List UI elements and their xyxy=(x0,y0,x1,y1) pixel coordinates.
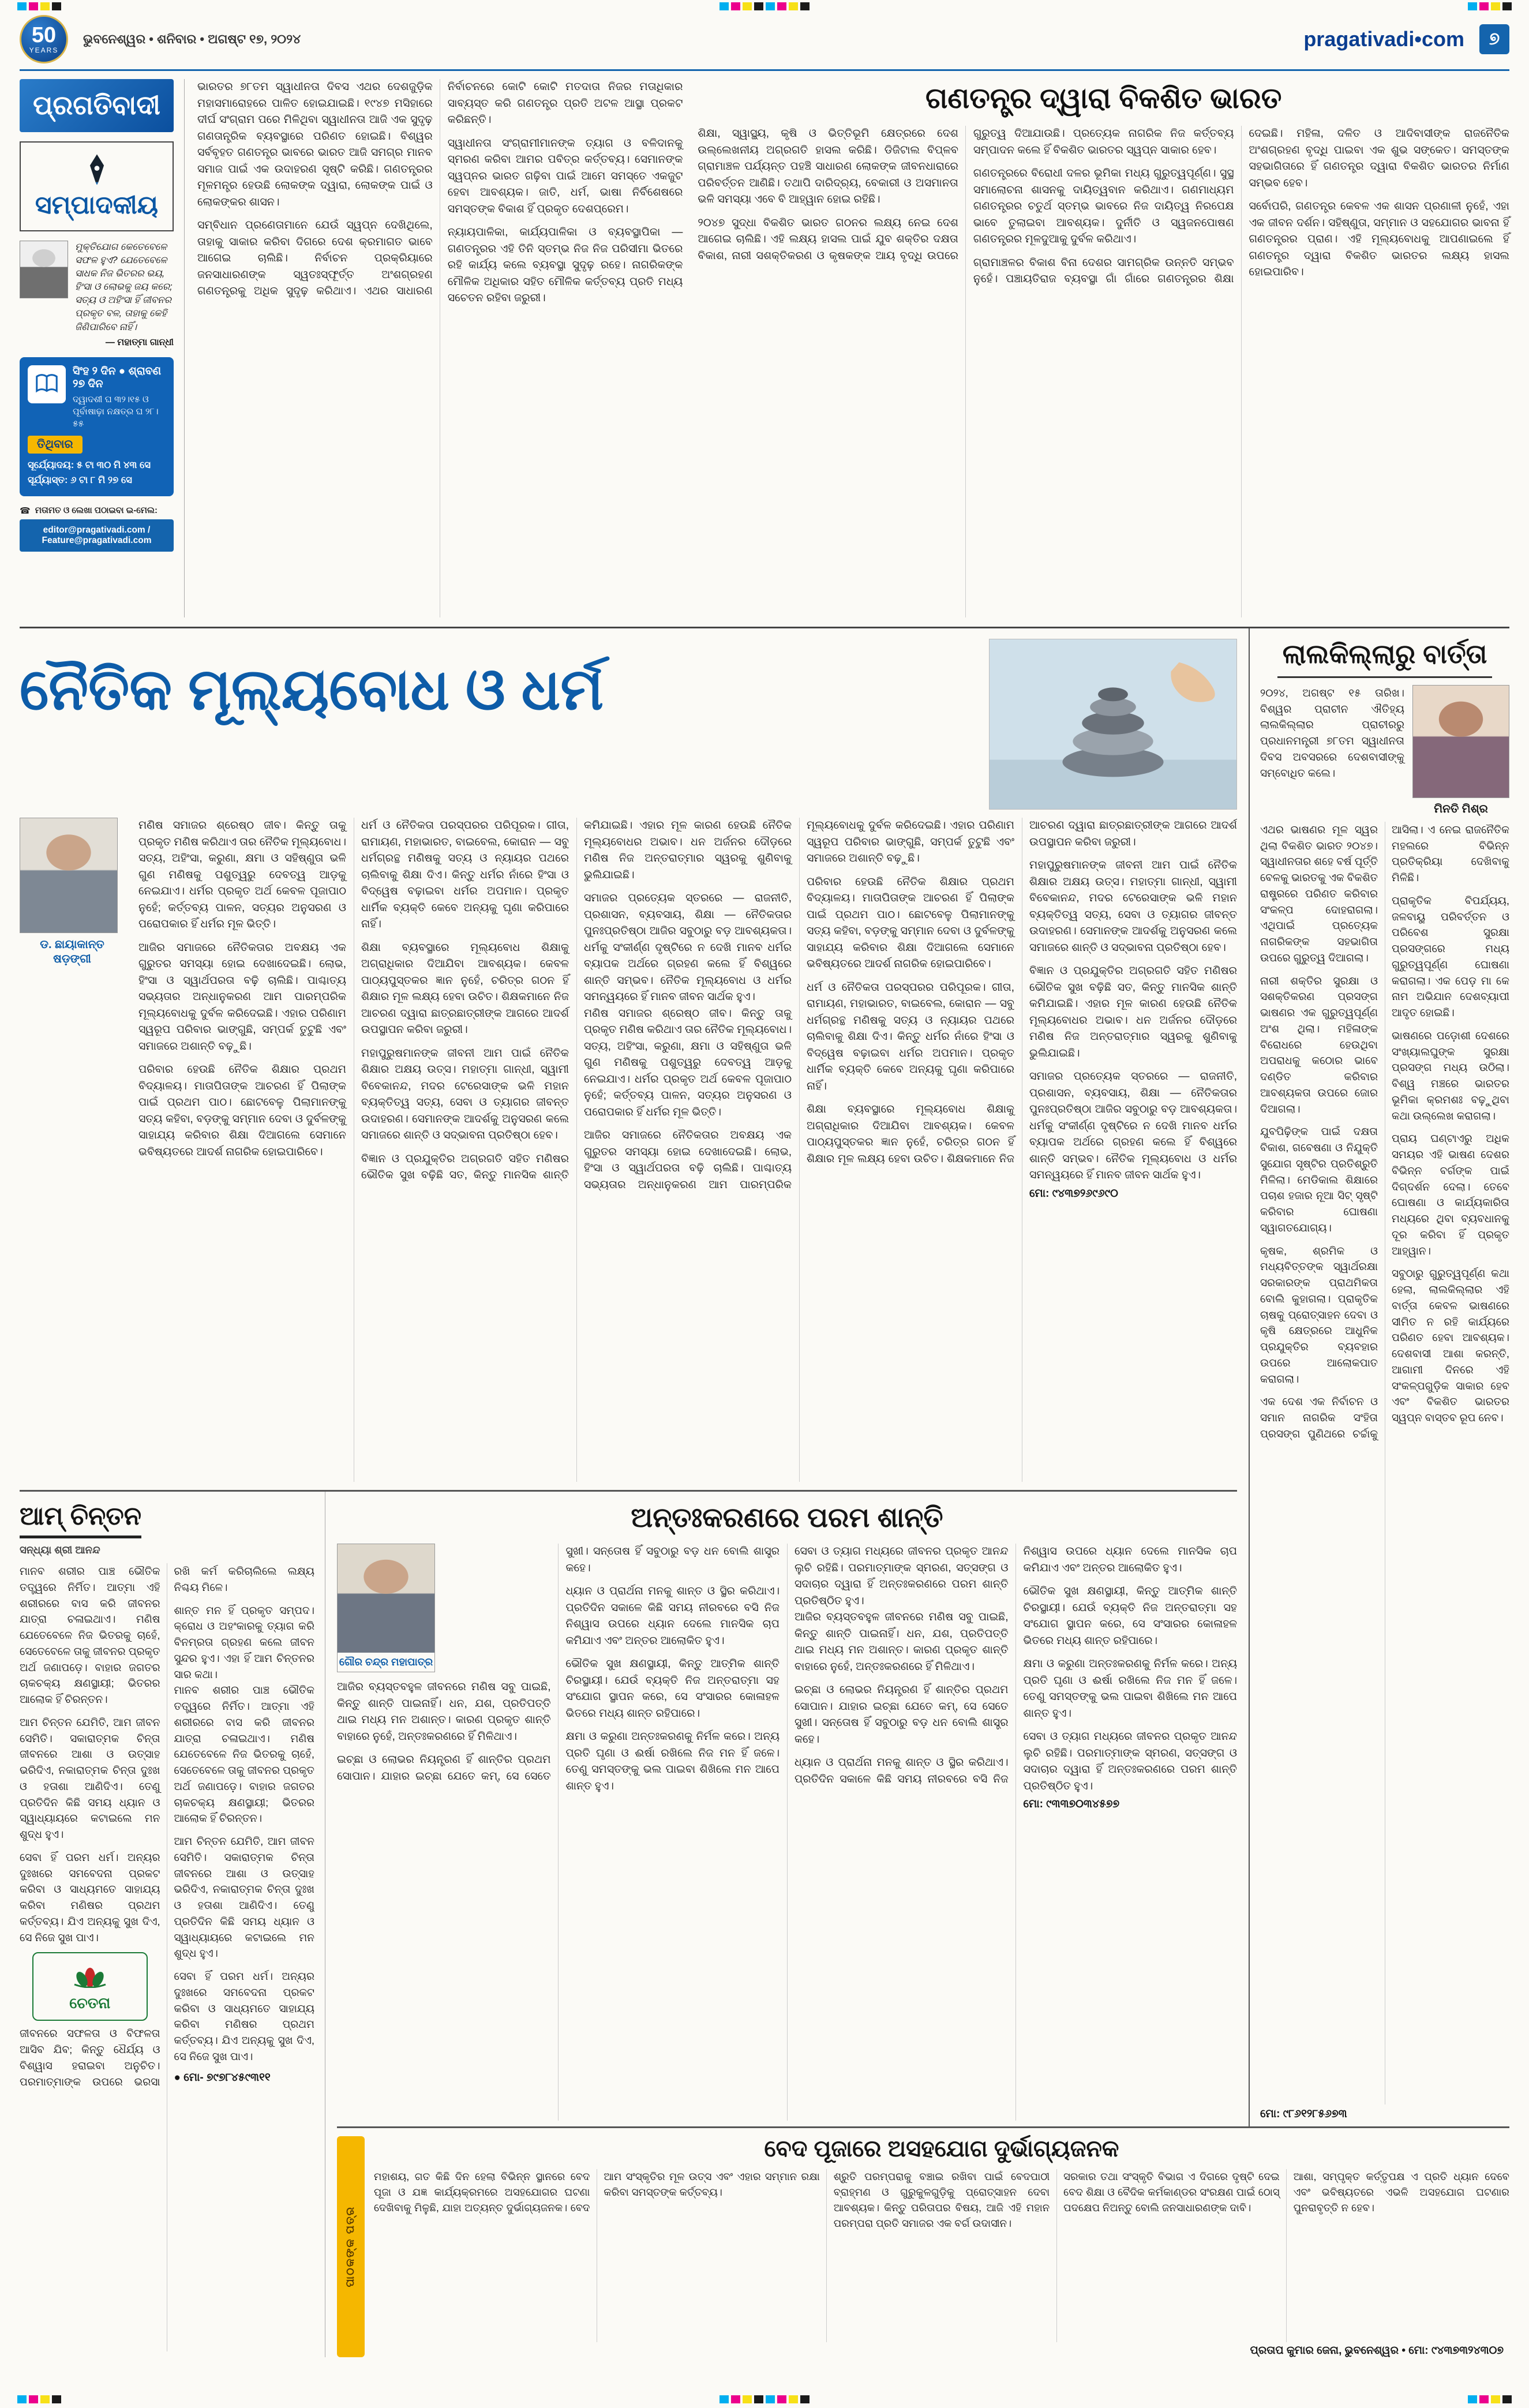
paragraph: ମାନବ ଶରୀର ପାଞ୍ଚ ଭୌତିକ ତତ୍ତ୍ୱରେ ନିର୍ମିତ। ଆତ୍ମା ଏହି ଶରୀରରେ ବାସ କରି ଜୀବନର ଯାତ୍ରା ଚଳାଇଥାଏ। ମଣିଷ ଯେତେବେଳେ ନିଜ ଭିତରକୁ ଚାହେଁ, ସେତେବେଳେ ତାକୁ ଜୀବନର ପ୍ରକୃତ ଅର୍ଥ ଜଣାପଡ଼େ। ବାହାର ଜଗତର ଚାକଚକ୍ୟ କ୍ଷଣସ୍ଥାୟୀ; ଭିତରର ଆଲୋକ ହିଁ ଚିରନ୍ତନ। xyxy=(20,1565,160,1705)
article-red-fort-body xyxy=(1260,822,1509,2104)
sunrise-time: ସୂର୍ଯ୍ୟୋଦୟ: ୫ ଟା ୩୦ ମି ୪୩ ସେ xyxy=(28,460,151,471)
paragraph: ଧ୍ୟାନ ଓ ପ୍ରାର୍ଥନା ମନକୁ ଶାନ୍ତ ଓ ସ୍ଥିର କରିଥାଏ। ପ୍ରତିଦିନ ସକାଳେ କିଛି ସମୟ ନୀରବରେ ବସି ନିଜ ନିଶ୍ୱାସ ଉପରେ ଧ୍ୟାନ ଦେଲେ ମାନସିକ ଚାପ କମିଯାଏ ଏବଂ ଅନ୍ତର ଆଲୋକିତ ହୁଏ। xyxy=(795,1545,1237,1785)
paragraph: ଏଥର ଭାଷଣର ମୂଳ ସ୍ୱର ଥିଲା ବିକଶିତ ଭାରତ ୨୦୪୭। ସ୍ୱାଧୀନତାର ଶହେ ବର୍ଷ ପୂର୍ତ୍ତି ବେଳକୁ ଭାରତକୁ ଏକ ବିକଶିତ ରାଷ୍ଟ୍ରରେ ପରିଣତ କରିବାର ସଂକଳ୍ପ ଦୋହରାଗଲା। ଏଥିପାଇଁ ପ୍ରତ୍ୟେକ ନାଗରିକଙ୍କ ସହଭାଗିତା ଉପରେ ଗୁରୁତ୍ୱ ଦିଆଗଲା। xyxy=(1260,823,1378,964)
anniversary-number: 50 xyxy=(31,23,57,47)
paragraph: ପ୍ରାୟ ଘଣ୍ଟାଏରୁ ଅଧିକ ସମୟର ଏହି ଭାଷଣ ଦେଶର ବିଭିନ୍ନ ବର୍ଗଙ୍କ ପାଇଁ ଦିଗ୍‌ଦର୍ଶନ ଦେଲା। ତେବେ ଘୋଷଣା ଓ କାର୍ଯ୍ୟକାରିତା ମଧ୍ୟରେ ଥିବା ବ୍ୟବଧାନକୁ ଦୂର କରିବା ହିଁ ପ୍ରକୃତ ଆହ୍ୱାନ। xyxy=(1392,1132,1509,1257)
chetana-logo-box xyxy=(32,1952,148,2021)
article-aam-chintan-body xyxy=(20,1563,314,2351)
paragraph: ଶିକ୍ଷା, ସ୍ୱାସ୍ଥ୍ୟ, କୃଷି ଓ ଭିତ୍ତିଭୂମି କ୍ଷେତ୍ରରେ ଦେଶ ଉଲ୍ଲେଖନୀୟ ଅଗ୍ରଗତି ହାସଲ କରିଛି। ଡିଜିଟାଲ ବିପ୍ଳବ ଗ୍ରାମାଞ୍ଚଳ ପର୍ଯ୍ୟନ୍ତ ପହଞ୍ଚି ସାଧାରଣ ଲୋକଙ୍କ ଜୀବନଧାରାରେ ପରିବର୍ତ୍ତନ ଆଣିଛି। ତଥାପି ଦାରିଦ୍ର୍ୟ, ବେକାରୀ ଓ ଅସମାନତା ଭଳି ସମସ୍ୟା ଏବେ ବି ଆହ୍ୱାନ ହୋଇ ରହିଛି। xyxy=(698,128,958,205)
letter-signature: ପ୍ରତାପ କୁମାର ଜେନା, ଭୁବନେଶ୍ୱର • ମୋ: ୯୪୩୭୩୨୪୩୦୭ xyxy=(1250,2345,1504,2357)
paragraph: ଆଜିର ବ୍ୟସ୍ତବହୁଳ ଜୀବନରେ ମଣିଷ ସବୁ ପାଇଛି, କିନ୍ତୁ ଶାନ୍ତି ପାଇନାହିଁ। ଧନ, ଯଶ, ପ୍ରତିପତ୍ତି ଥାଇ ମଧ୍ୟ ମନ ଅଶାନ୍ତ। କାରଣ ପ୍ରକୃତ ଶାନ୍ତି ବାହାରେ ନୁହେଁ, ଅନ୍ତଃକରଣରେ ହିଁ ମିଳିଥାଏ। xyxy=(795,1611,1009,1673)
page-number-badge: ୭ xyxy=(1479,24,1509,54)
paragraph: ଆମ ଚିନ୍ତନ ଯେମିତି, ଆମ ଜୀବନ ସେମିତି। ସକାରାତ୍ମକ ଚିନ୍ତା ଜୀବନରେ ଆଶା ଓ ଉତ୍ସାହ ଭରିଦିଏ, ନକାରାତ୍ମକ ଚିନ୍ତା ଦୁଃଖ ଓ ହତାଶା ଆଣିଦିଏ। ତେଣୁ ପ୍ରତିଦିନ କିଛି ସମୟ ଧ୍ୟାନ ଓ ସ୍ୱାଧ୍ୟାୟରେ କଟାଇଲେ ମନ ଶୁଦ୍ଧ ହୁଏ। xyxy=(20,1716,160,1840)
feature-author-phone: ମୋ: ୯୪୩୭୨୬୯୬୯୦ xyxy=(1029,1187,1118,1200)
article-moral-values-body xyxy=(138,818,1237,1482)
tithi-label: ତିଥିବାର xyxy=(28,436,83,454)
feature-author-block xyxy=(20,818,125,1482)
paragraph: ଭୌତିକ ସୁଖ କ୍ଷଣସ୍ଥାୟୀ, କିନ୍ତୁ ଆତ୍ମିକ ଶାନ୍ତି ଚିରସ୍ଥାୟୀ। ଯେଉଁ ବ୍ୟକ୍ତି ନିଜ ଅନ୍ତରାତ୍ମା ସହ ସଂଯୋଗ ସ୍ଥାପନ କରେ, ସେ ସଂସାରର କୋଳାହଳ ଭିତରେ ମଧ୍ୟ ଶାନ୍ତ ରହିପାରେ। xyxy=(565,1658,780,1720)
paragraph: ଭୌତିକ ସୁଖ କ୍ଷଣସ୍ଥାୟୀ, କିନ୍ତୁ ଆତ୍ମିକ ଶାନ୍ତି ଚିରସ୍ଥାୟୀ। ଯେଉଁ ବ୍ୟକ୍ତି ନିଜ ଅନ୍ତରାତ୍ମା ସହ ସଂଯୋଗ ସ୍ଥାପନ କରେ, ସେ ସଂସାରର କୋଳାହଳ ଭିତରେ ମଧ୍ୟ ଶାନ୍ତ ରହିପାରେ। xyxy=(1023,1585,1237,1647)
paragraph: ଗଣତନ୍ତ୍ରରେ ବିରୋଧୀ ଦଳର ଭୂମିକା ମଧ୍ୟ ଗୁରୁତ୍ୱପୂର୍ଣ୍ଣ। ସୁସ୍ଥ ସମାଲୋଚନା ଶାସନକୁ ଦାୟିତ୍ୱବାନ କରିଥାଏ। ଗଣମାଧ୍ୟମ ଗଣତନ୍ତ୍ରର ଚତୁର୍ଥ ସ୍ତମ୍ଭ ଭାବରେ ନିଜ ଦାୟିତ୍ୱ ନିରପେକ୍ଷ ଭାବେ ତୁଲାଇବା ଆବଶ୍ୟକ। ଦୁର୍ନୀତି ଓ ସ୍ୱଜନପୋଷଣ ଗଣତନ୍ତ୍ରର ମୂଳଦୁଆକୁ ଦୁର୍ବଳ କରିଥାଏ। xyxy=(973,167,1234,245)
paragraph: ଆଜିର ସମାଜରେ ନୈତିକତାର ଅବକ୍ଷୟ ଏକ ଗୁରୁତର ସମସ୍ୟା ହୋଇ ଦେଖାଦେଇଛି। ଲୋଭ, ହିଂସା ଓ ସ୍ୱାର୍ଥପରତା ବଢ଼ି ଚାଲିଛି। ପାଶ୍ଚାତ୍ୟ ସଭ୍ୟତାର ଅନ୍ଧାନୁକରଣ ଆମ ପାରମ୍ପରିକ ମୂଲ୍ୟବୋଧକୁ ଦୁର୍ବଳ କରିଦେଇଛି। ଏହାର ପରିଣାମ ସ୍ୱରୂପ ପରିବାର ଭାଙ୍ଗୁଛି, ସମ୍ପର୍କ ତୁଟୁଛି ଏବଂ ସମାଜରେ ଅଶାନ୍ତି ବଢ଼ୁଛି। xyxy=(584,819,1014,1191)
paragraph: ସେବା ହିଁ ପରମ ଧର୍ମ। ଅନ୍ୟର ଦୁଃଖରେ ସମବେଦନା ପ୍ରକଟ କରିବା ଓ ସାଧ୍ୟମତେ ସାହାଯ୍ୟ କରିବା ମଣିଷର ପ୍ରଥମ କର୍ତ୍ତବ୍ୟ। ଯିଏ ଅନ୍ୟକୁ ସୁଖ ଦିଏ, ସେ ନିଜେ ସୁଖ ପାଏ। xyxy=(174,1970,314,2062)
registration-marks-bottom xyxy=(17,2395,1512,2403)
article-inner-peace-body xyxy=(337,1544,1237,2121)
registration-marks-top xyxy=(17,2,1512,10)
article-inner-peace xyxy=(337,1492,1237,2126)
paragraph: ବିଜ୍ଞାନ ଓ ପ୍ରଯୁକ୍ତିର ଅଗ୍ରଗତି ସହିତ ମଣିଷର ଭୌତିକ ସୁଖ ବଢ଼ିଛି ସତ, କିନ୍ତୁ ମାନସିକ ଶାନ୍ତି କମିଯାଇଛି। ଏହାର ମୂଳ କାରଣ ହେଉଛି ନୈତିକ ମୂଲ୍ୟବୋଧର ଅଭାବ। ଧନ ଅର୍ଜନର ଦୌଡ଼ରେ ମଣିଷ ନିଜ ଅନ୍ତରାତ୍ମାର ସ୍ୱରକୁ ଶୁଣିବାକୁ ଭୁଲିଯାଇଛି। xyxy=(1029,965,1237,1059)
article-red-fort-headline: ଲାଲକିଲ୍ଲାରୁ ବାର୍ତ୍ତା xyxy=(1282,639,1487,669)
paragraph: ଶାନ୍ତ ମନ ହିଁ ପ୍ରକୃତ ସମ୍ପଦ। କ୍ରୋଧ ଓ ଅହଂକାରକୁ ତ୍ୟାଗ କରି ବିନମ୍ରତା ଗ୍ରହଣ କଲେ ଜୀବନ ସୁନ୍ଦର ହୁଏ। ଏହା ହିଁ ଆମ ଚିନ୍ତନର ସାର କଥା। xyxy=(174,1604,314,1680)
inner-peace-author-name: ଗୌର ଚନ୍ଦ୍ର ମହାପାତ୍ର xyxy=(339,1656,433,1668)
panchang-line2: ଦ୍ୱାଦଶୀ ଘ ୩୨।୧୫ ଓ ପୂର୍ବାଷାଢ଼ା ନକ୍ଷତ୍ର ଘ ୨୮।୫୫ xyxy=(73,394,159,429)
paragraph: ଭାଷଣରେ ପଡ଼ୋଶୀ ଦେଶରେ ସଂଖ୍ୟାଲଘୁଙ୍କ ସୁରକ୍ଷା ପ୍ରସଙ୍ଗ ମଧ୍ୟ ଉଠିଲା। ବିଶ୍ୱ ମଞ୍ଚରେ ଭାରତର ଭୂମିକା କ୍ରମଶଃ ବଢ଼ୁଥିବା କଥା ଉଲ୍ଲେଖ କରାଗଲା। xyxy=(1392,1029,1509,1122)
gandhi-photo xyxy=(20,241,68,298)
headline-rule xyxy=(1277,676,1492,678)
website-url[interactable]: pragativadi•com xyxy=(1303,27,1464,51)
panchang-line1: ସିଂହ ୨ ଦିନ ● ଶ୍ରାବଣ ୨୭ ଦିନ xyxy=(73,365,162,390)
lotus-icon xyxy=(70,1960,110,1988)
paragraph: ଧର୍ମ ଓ ନୈତିକତା ପରସ୍ପରର ପରିପୂରକ। ଗୀତା, ରାମାୟଣ, ମହାଭାରତ, ବାଇବେଲ, କୋରାନ — ସବୁ ଧର୍ମଗ୍ରନ୍ଥ ମଣିଷକୁ ସତ୍ୟ ଓ ନ୍ୟାୟର ପଥରେ ଚାଲିବାକୁ ଶିକ୍ଷା ଦିଏ। କିନ୍ତୁ ଧର୍ମର ନାଁରେ ହିଂସା ଓ ବିଦ୍ୱେଷ ବଢ଼ାଇବା ଧର୍ମର ଅପମାନ। ପ୍ରକୃତ ଧାର୍ମିକ ବ୍ୟକ୍ତି କେବେ ଅନ୍ୟକୁ ଘୃଣା କରିପାରେ ନାହିଁ। xyxy=(807,981,1014,1092)
letters-body xyxy=(374,2169,1509,2342)
paragraph: ସମାଜର ପ୍ରତ୍ୟେକ ସ୍ତରରେ — ରାଜନୀତି, ପ୍ରଶାସନ, ବ୍ୟବସାୟ, ଶିକ୍ଷା — ନୈତିକତାର ପୁନଃପ୍ରତିଷ୍ଠା ଆଜିର ସବୁଠାରୁ ବଡ଼ ଆବଶ୍ୟକତା। ଧର୍ମକୁ ସଂକୀର୍ଣ୍ଣ ଦୃଷ୍ଟିରେ ନ ଦେଖି ମାନବ ଧର୍ମର ବ୍ୟାପକ ଅର୍ଥରେ ଗ୍ରହଣ କଲେ ହିଁ ବିଶ୍ୱରେ ଶାନ୍ତି ସମ୍ଭବ। ନୈତିକ ମୂଲ୍ୟବୋଧ ଓ ଧର୍ମର ସମନ୍ୱୟରେ ହିଁ ମାନବ ଜୀବନ ସାର୍ଥକ ହୁଏ। xyxy=(584,892,792,1003)
paragraph: ସେବା ଓ ତ୍ୟାଗ ମଧ୍ୟରେ ଜୀବନର ପ୍ରକୃତ ଆନନ୍ଦ ଲୁଚି ରହିଛି। ପରମାତ୍ମାଙ୍କ ସ୍ମରଣ, ସତ୍ସଙ୍ଗ ଓ ସଦାଚାର ଦ୍ୱାରା ହିଁ ଅନ୍ତଃକରଣରେ ପରମ ଶାନ୍ତି ପ୍ରତିଷ୍ଠିତ ହୁଏ। xyxy=(795,1545,1009,1607)
dateline: ଭୁବନେଶ୍ୱର • ଶନିବାର • ଅଗଷ୍ଟ ୧୭, ୨୦୨୪ xyxy=(83,32,301,46)
article-moral-values xyxy=(20,628,1237,1492)
masthead: ପ୍ରଗତିବାଦୀ xyxy=(20,79,174,132)
paragraph: ମହାପୁରୁଷମାନଙ୍କ ଜୀବନୀ ଆମ ପାଇଁ ନୈତିକ ଶିକ୍ଷାର ଅକ୍ଷୟ ଉତ୍ସ। ମହାତ୍ମା ଗାନ୍ଧୀ, ସ୍ୱାମୀ ବିବେକାନନ୍ଦ, ମଦର ଟେରେସାଙ୍କ ଭଳି ମହାନ ବ୍ୟକ୍ତିତ୍ୱ ସତ୍ୟ, ସେବା ଓ ତ୍ୟାଗର ଜୀବନ୍ତ ଉଦାହରଣ। ସେମାନଙ୍କ ଆଦର୍ଶକୁ ଅନୁସରଣ କଲେ ସମାଜରେ ଶାନ୍ତି ଓ ସଦ୍ଭାବନା ପ୍ରତିଷ୍ଠା ହେବ। xyxy=(361,1047,569,1141)
article-democracy-body xyxy=(698,126,1509,617)
paragraph: ଇଚ୍ଛା ଓ ଲୋଭର ନିୟନ୍ତ୍ରଣ ହିଁ ଶାନ୍ତିର ପ୍ରଥମ ସୋପାନ। ଯାହାର ଇଚ୍ଛା ଯେତେ କମ୍, ସେ ସେତେ ସୁଖୀ। ସନ୍ତୋଷ ହିଁ ସବୁଠାରୁ ବଡ଼ ଧନ ବୋଲି ଶାସ୍ତ୍ର କହେ। xyxy=(337,1545,780,1782)
paragraph: ଶ୍ରୁତି ପରମ୍ପରାକୁ ବଞ୍ଚାଇ ରଖିବା ପାଇଁ ବେଦପାଠୀ ବ୍ରାହ୍ମଣ ଓ ଗୁରୁକୁଳଗୁଡ଼ିକୁ ପ୍ରୋତ୍ସାହନ ଦେବା ଆବଶ୍ୟକ। କିନ୍ତୁ ପରିତାପର ବିଷୟ, ଆଜି ଏହି ମହାନ ପରମ୍ପରା ପ୍ରତି ସମାଜର ଏକ ବର୍ଗ ଉଦାସୀନ। xyxy=(833,2171,1050,2229)
paragraph: ଆଜିର ସମାଜରେ ନୈତିକତାର ଅବକ୍ଷୟ ଏକ ଗୁରୁତର ସମସ୍ୟା ହୋଇ ଦେଖାଦେଇଛି। ଲୋଭ, ହିଂସା ଓ ସ୍ୱାର୍ଥପରତା ବଢ଼ି ଚାଲିଛି। ପାଶ୍ଚାତ୍ୟ ସଭ୍ୟତାର ଅନ୍ଧାନୁକରଣ ଆମ ପାରମ୍ପରିକ ମୂଲ୍ୟବୋଧକୁ ଦୁର୍ବଳ କରିଦେଇଛି। ଏହାର ପରିଣାମ ସ୍ୱରୂପ ପରିବାର ଭାଙ୍ଗୁଛି, ସମ୍ପର୍କ ତୁଟୁଛି ଏବଂ ସମାଜରେ ଅଶାନ୍ତି ବଢ଼ୁଛି। xyxy=(138,941,346,1053)
paragraph: ମଣିଷ ସମାଜର ଶ୍ରେଷ୍ଠ ଜୀବ। କିନ୍ତୁ ତାକୁ ପ୍ରକୃତ ମଣିଷ କରିଥାଏ ତାର ନୈତିକ ମୂଲ୍ୟବୋଧ। ସତ୍ୟ, ଅହିଂସା, କରୁଣା, କ୍ଷମା ଓ ସହିଷ୍ଣୁତା ଭଳି ଗୁଣ ମଣିଷକୁ ପଶୁତ୍ୱରୁ ଦେବତ୍ୱ ଆଡ଼କୁ ନେଇଯାଏ। ଧର୍ମର ପ୍ରକୃତ ଅର୍ଥ କେବଳ ପୂଜାପାଠ ନୁହେଁ; କର୍ତ୍ତବ୍ୟ ପାଳନ, ସତ୍ୟର ଅନୁସରଣ ଓ ପରୋପକାର ହିଁ ଧର୍ମର ମୂଳ ଭିତ୍ତି। xyxy=(138,819,346,930)
red-fort-author-photo xyxy=(1412,685,1509,798)
phone-icon: ☎ xyxy=(20,505,31,516)
contact-emails[interactable]: editor@pragativadi.com / Feature@pragativadi.com xyxy=(20,519,174,552)
paragraph: ମହାଶୟ, ଗତ କିଛି ଦିନ ହେଲା ବିଭିନ୍ନ ସ୍ଥାନରେ ବେଦ ପୂଜା ଓ ଯଜ୍ଞ କାର୍ଯ୍ୟକ୍ରମରେ ଅସହଯୋଗର ଘଟଣା ଦେଖିବାକୁ ମିଳୁଛି, ଯାହା ଅତ୍ୟନ୍ତ ଦୁର୍ଭାଗ୍ୟଜନକ। ବେଦ ଆମ ସଂସ୍କୃତିର ମୂଳ ଉତ୍ସ ଏବଂ ଏହାର ସମ୍ମାନ ରକ୍ଷା କରିବା ସମସ୍ତଙ୍କ କର୍ତ୍ତବ୍ୟ। xyxy=(374,2171,820,2214)
paragraph: କ୍ଷମା ଓ କରୁଣା ଅନ୍ତଃକରଣକୁ ନିର୍ମଳ କରେ। ଅନ୍ୟ ପ୍ରତି ଘୃଣା ଓ ଈର୍ଷା ରଖିଲେ ନିଜ ମନ ହିଁ ଜଳେ। ତେଣୁ ସମସ୍ତଙ୍କୁ ଭଲ ପାଇବା ଶିଖିଲେ ମନ ଆପେ ଶାନ୍ତ ହୁଏ। xyxy=(1023,1658,1237,1720)
article-red-fort-intro: ୨୦୨୪, ଅଗଷ୍ଟ ୧୫ ତାରିଖ। ବିଶ୍ୱର ପ୍ରାଚୀନ ଐତିହ୍ୟ ଲାଲକିଲ୍ଲାର ପ୍ରାଚୀରରୁ ପ୍ରଧାନମନ୍ତ୍ରୀ ୭୮ତମ ସ୍ୱାଧୀନତା ଦିବସ ଅବସରରେ ଦେଶବାସୀଙ୍କୁ ସମ୍ବୋଧିତ କଲେ। xyxy=(1260,686,1404,779)
paragraph: ସେବା ଓ ତ୍ୟାଗ ମଧ୍ୟରେ ଜୀବନର ପ୍ରକୃତ ଆନନ୍ଦ ଲୁଚି ରହିଛି। ପରମାତ୍ମାଙ୍କ ସ୍ମରଣ, ସତ୍ସଙ୍ଗ ଓ ସଦାଚାର ଦ୍ୱାରା ହିଁ ଅନ୍ତଃକରଣରେ ପରମ ଶାନ୍ତି ପ୍ରତିଷ୍ଠିତ ହୁଏ। xyxy=(1023,1731,1237,1792)
quote-attribution: — ମହାତ୍ମା ଗାନ୍ଧୀ xyxy=(105,337,174,347)
paragraph: ପରିବାର ହେଉଛି ନୈତିକ ଶିକ୍ଷାର ପ୍ରଥମ ବିଦ୍ୟାଳୟ। ମାତାପିତାଙ୍କ ଆଚରଣ ହିଁ ପିଲାଙ୍କ ପାଇଁ ପ୍ରଥମ ପାଠ। ଛୋଟବେଳୁ ପିଲାମାନଙ୍କୁ ସତ୍ୟ କହିବା, ବଡ଼ଙ୍କୁ ସମ୍ମାନ ଦେବା ଓ ଦୁର୍ବଳଙ୍କୁ ସାହାଯ୍ୟ କରିବାର ଶିକ୍ଷା ଦିଆଗଲେ ସେମାନେ ଭବିଷ୍ୟତରେ ଆଦର୍ଶ ନାଗରିକ ହୋଇପାରିବେ। xyxy=(138,1063,346,1158)
sunset-time: ସୂର୍ଯ୍ୟାସ୍ତ: ୬ ଟା ୮ ମି ୨୭ ସେ xyxy=(28,474,132,485)
paragraph: ଜୀବନରେ ସଫଳତା ଓ ବିଫଳତା ଆସିବ ଯିବ; କିନ୍ତୁ ଧୈର୍ଯ୍ୟ ଓ ବିଶ୍ୱାସ ହରାଇବା ଅନୁଚିତ। ପରମାତ୍ମାଙ୍କ ଉପରେ ଭରସା ରଖି କର୍ମ କରିଚାଲିଲେ ଲକ୍ଷ୍ୟ ନିଶ୍ଚୟ ମିଳେ। xyxy=(20,1565,314,2088)
article-democracy-lead xyxy=(197,79,683,617)
feature-author-photo xyxy=(20,818,118,933)
letters-ribbon xyxy=(337,2136,365,2357)
book-icon xyxy=(28,365,66,403)
header-rule xyxy=(20,69,1509,71)
paragraph: ୨୦୪୭ ସୁଦ୍ଧା ବିକଶିତ ଭାରତ ଗଠନର ଲକ୍ଷ୍ୟ ନେଇ ଦେଶ ଆଗେଇ ଚାଲିଛି। ଏହି ଲକ୍ଷ୍ୟ ହାସଲ ପାଇଁ ଯୁବ ଶକ୍ତିର ଦକ୍ଷତା ବିକାଶ, ନାରୀ ସଶକ୍ତିକରଣ ଓ କୃଷକଙ୍କ ଆୟ ବୃଦ୍ଧି ଉପରେ ଗୁରୁତ୍ୱ ଦିଆଯାଉଛି। ପ୍ରତ୍ୟେକ ନାଗରିକ ନିଜ କର୍ତ୍ତବ୍ୟ ସମ୍ପାଦନ କଲେ ହିଁ ବିକଶିତ ଭାରତର ସ୍ୱପ୍ନ ସାକାର ହେବ। xyxy=(698,128,1234,262)
aam-chintan-phone: ● ମୋ- ୭୯୭୮୪୫୯୩୧୧ xyxy=(174,2071,271,2084)
paragraph: ନ୍ୟାୟପାଳିକା, କାର୍ଯ୍ୟପାଳିକା ଓ ବ୍ୟବସ୍ଥାପିକା — ଗଣତନ୍ତ୍ରର ଏହି ତିନି ସ୍ତମ୍ଭ ନିଜ ନିଜ ପରିସୀମା ଭିତରେ ରହି କାର୍ଯ୍ୟ କଲେ ବ୍ୟବସ୍ଥା ସୁଦୃଢ଼ ରହେ। ନାଗରିକଙ୍କ ମୌଳିକ ଅଧିକାର ସହିତ ମୌଳିକ କର୍ତ୍ତବ୍ୟ ପ୍ରତି ମଧ୍ୟ ସଚେତନ ରହିବା ଜରୁରୀ। xyxy=(447,226,683,304)
paragraph: ଆଶା, ସମ୍ପୃକ୍ତ କର୍ତ୍ତୃପକ୍ଷ ଏ ପ୍ରତି ଧ୍ୟାନ ଦେବେ ଏବଂ ଭବିଷ୍ୟତରେ ଏଭଳି ଅସହଯୋଗ ଘଟଣାର ପୁନରାବୃତ୍ତି ନ ହେବ। xyxy=(1293,2171,1509,2214)
article-democracy-headline: ଗଣତନ୍ତ୍ର ଦ୍ୱାରା ବିକଶିତ ଭାରତ xyxy=(925,82,1282,114)
paragraph: ମାନବ ଶରୀର ପାଞ୍ଚ ଭୌତିକ ତତ୍ତ୍ୱରେ ନିର୍ମିତ। ଆତ୍ମା ଏହି ଶରୀରରେ ବାସ କରି ଜୀବନର ଯାତ୍ରା ଚଳାଇଥାଏ। ମଣିଷ ଯେତେବେଳେ ନିଜ ଭିତରକୁ ଚାହେଁ, ସେତେବେଳେ ତାକୁ ଜୀବନର ପ୍ରକୃତ ଅର୍ଥ ଜଣାପଡ଼େ। ବାହାର ଜଗତର ଚାକଚକ୍ୟ କ୍ଷଣସ୍ଥାୟୀ; ଭିତରର ଆଲୋକ ହିଁ ଚିରନ୍ତନ। xyxy=(174,1684,314,1825)
anniversary-logo xyxy=(20,15,68,63)
editorial-label: ସମ୍ପାଦକୀୟ xyxy=(35,191,159,219)
contact-block xyxy=(20,505,174,552)
aam-body-extra xyxy=(174,1682,315,2064)
aam-chintan-author: ସନ୍ଧ୍ୟା ଶ୍ରୀ ଆନନ୍ଦ xyxy=(20,1544,100,1556)
paragraph: ପ୍ରାକୃତିକ ବିପର୍ଯ୍ୟୟ, ଜଳବାୟୁ ପରିବର୍ତ୍ତନ ଓ ପରିବେଶ ସୁରକ୍ଷା ପ୍ରସଙ୍ଗରେ ମଧ୍ୟ ଗୁରୁତ୍ୱପୂର୍ଣ୍ଣ ଘୋଷଣା କରାଗଲା। ଏକ ପେଡ଼ ମା କେ ନାମ ଅଭିଯାନ ଦେଶବ୍ୟାପୀ ଆଦୃତ ହୋଇଛି। xyxy=(1392,894,1509,1019)
paragraph: ଯୁବପିଢ଼ିଙ୍କ ପାଇଁ ଦକ୍ଷତା ବିକାଶ, ଗବେଷଣା ଓ ନିଯୁକ୍ତି ସୁଯୋଗ ସୃଷ୍ଟିର ପ୍ରତିଶ୍ରୁତି ମିଳିଲା। ମେଡିକାଲ ଶିକ୍ଷାରେ ପଚାଶ ହଜାର ନୂଆ ସିଟ୍ ସୃଷ୍ଟି କରିବାର ଘୋଷଣା ସ୍ୱାଗତଯୋଗ୍ୟ। xyxy=(1260,1125,1378,1234)
paragraph: ନାରୀ ଶକ୍ତିର ସୁରକ୍ଷା ଓ ସଶକ୍ତିକରଣ ପ୍ରସଙ୍ଗ ଭାଷଣର ଏକ ଗୁରୁତ୍ୱପୂର୍ଣ୍ଣ ଅଂଶ ଥିଲା। ମହିଳାଙ୍କ ବିରୋଧରେ ହେଉଥିବା ଅପରାଧକୁ କଠୋର ଭାବେ ଦଣ୍ଡିତ କରିବାର ଆବଶ୍ୟକତା ଉପରେ ଜୋର ଦିଆଗଲା। xyxy=(1260,974,1378,1115)
red-fort-author-name: ମିନତି ମିଶ୍ର xyxy=(1434,802,1488,815)
paragraph: ସ୍ୱାଧୀନତା ସଂଗ୍ରାମୀମାନଙ୍କ ତ୍ୟାଗ ଓ ବଳିଦାନକୁ ସ୍ମରଣ କରିବା ଆମର ପବିତ୍ର କର୍ତ୍ତବ୍ୟ। ସେମାନଙ୍କ ସ୍ୱପ୍ନର ଭାରତ ଗଢ଼ିବା ପାଇଁ ଆମେ ସମସ୍ତେ ଏକଜୁଟ ହେବା ଆବଶ୍ୟକ। ଜାତି, ଧର୍ମ, ଭାଷା ନିର୍ବିଶେଷରେ ସମସ୍ତଙ୍କ ବିକାଶ ହିଁ ପ୍ରକୃତ ଦେଶପ୍ରେମ। xyxy=(447,137,683,215)
paragraph: ମହାପୁରୁଷମାନଙ୍କ ଜୀବନୀ ଆମ ପାଇଁ ନୈତିକ ଶିକ୍ଷାର ଅକ୍ଷୟ ଉତ୍ସ। ମହାତ୍ମା ଗାନ୍ଧୀ, ସ୍ୱାମୀ ବିବେକାନନ୍ଦ, ମଦର ଟେରେସାଙ୍କ ଭଳି ମହାନ ବ୍ୟକ୍ତିତ୍ୱ ସତ୍ୟ, ସେବା ଓ ତ୍ୟାଗର ଜୀବନ୍ତ ଉଦାହରଣ। ସେମାନଙ୍କ ଆଦର୍ଶକୁ ଅନୁସରଣ କଲେ ସମାଜରେ ଶାନ୍ତି ଓ ସଦ୍ଭାବନା ପ୍ରତିଷ୍ଠା ହେବ। xyxy=(1029,859,1237,954)
paragraph: ଆଜିର ବ୍ୟସ୍ତବହୁଳ ଜୀବନରେ ମଣିଷ ସବୁ ପାଇଛି, କିନ୍ତୁ ଶାନ୍ତି ପାଇନାହିଁ। ଧନ, ଯଶ, ପ୍ରତିପତ୍ତି ଥାଇ ମଧ୍ୟ ମନ ଅଶାନ୍ତ। କାରଣ ପ୍ରକୃତ ଶାନ୍ତି ବାହାରେ ନୁହେଁ, ଅନ୍ତଃକରଣରେ ହିଁ ମିଳିଥାଏ। xyxy=(337,1681,551,1743)
paragraph: ଶିକ୍ଷା ବ୍ୟବସ୍ଥାରେ ମୂଲ୍ୟବୋଧ ଶିକ୍ଷାକୁ ଅଗ୍ରାଧିକାର ଦିଆଯିବା ଆବଶ୍ୟକ। କେବଳ ପାଠ୍ୟପୁସ୍ତକର ଜ୍ଞାନ ନୁହେଁ, ଚରିତ୍ର ଗଠନ ହିଁ ଶିକ୍ଷାର ମୂଳ ଲକ୍ଷ୍ୟ ହେବା ଉଚିତ। ଶିକ୍ଷକମାନେ ନିଜ ଆଚରଣ ଦ୍ୱାରା ଛାତ୍ରଛାତ୍ରୀଙ୍କ ଆଗରେ ଆଦର୍ଶ ଉପସ୍ଥାପନ କରିବା ଜରୁରୀ। xyxy=(807,819,1237,1165)
paragraph: ସମ୍ବିଧାନ ପ୍ରଣେତାମାନେ ଯେଉଁ ସ୍ୱପ୍ନ ଦେଖିଥିଲେ, ତାହାକୁ ସାକାର କରିବା ଦିଗରେ ଦେଶ କ୍ରମାଗତ ଭାବେ ଆଗେଇ ଚାଲିଛି। ନିର୍ବାଚନ ପ୍ରକ୍ରିୟାରେ ଜନସାଧାରଣଙ୍କ ସ୍ୱତଃସ୍ଫୂର୍ତ୍ତ ଅଂଶଗ୍ରହଣ ଗଣତନ୍ତ୍ରକୁ ଅଧିକ ସୁଦୃଢ଼ କରିଥାଏ। ଏଥର ସାଧାରଣ ନିର୍ବାଚନରେ କୋଟି କୋଟି ମତଦାତା ନିଜର ମତାଧିକାର ସାବ୍ୟସ୍ତ କରି ଗଣତନ୍ତ୍ର ପ୍ରତି ଅଟଳ ଆସ୍ଥା ପ୍ରକଟ କରିଛନ୍ତି। xyxy=(197,81,683,297)
paragraph: କୃଷକ, ଶ୍ରମିକ ଓ ମଧ୍ୟବିତ୍ତଙ୍କ ସ୍ୱାର୍ଥରକ୍ଷା ସରକାରଙ୍କ ପ୍ରାଥମିକତା ବୋଲି କୁହାଗଲା। ପ୍ରାକୃତିକ ଚାଷକୁ ପ୍ରୋତ୍ସାହନ ଦେବା ଓ କୃଷି କ୍ଷେତ୍ରରେ ଆଧୁନିକ ପ୍ରଯୁକ୍ତିର ବ୍ୟବହାର ଉପରେ ଆଲୋକପାତ କରାଗଲା। xyxy=(1260,1244,1378,1385)
article-aam-chintan xyxy=(20,1492,325,2357)
paragraph: ପରିବାର ହେଉଛି ନୈତିକ ଶିକ୍ଷାର ପ୍ରଥମ ବିଦ୍ୟାଳୟ। ମାତାପିତାଙ୍କ ଆଚରଣ ହିଁ ପିଲାଙ୍କ ପାଇଁ ପ୍ରଥମ ପାଠ। ଛୋଟବେଳୁ ପିଲାମାନଙ୍କୁ ସତ୍ୟ କହିବା, ବଡ଼ଙ୍କୁ ସମ୍ମାନ ଦେବା ଓ ଦୁର୍ବଳଙ୍କୁ ସାହାଯ୍ୟ କରିବାର ଶିକ୍ଷା ଦିଆଗଲେ ସେମାନେ ଭବିଷ୍ୟତରେ ଆଦର୍ଶ ନାଗରିକ ହୋଇପାରିବେ। xyxy=(807,875,1014,970)
paragraph: ଗ୍ରାମାଞ୍ଚଳର ବିକାଶ ବିନା ଦେଶର ସାମଗ୍ରିକ ଉନ୍ନତି ସମ୍ଭବ ନୁହେଁ। ପଞ୍ଚାୟତିରାଜ ବ୍ୟବସ୍ଥା ଗାଁ ଗାଁରେ ଗଣତନ୍ତ୍ରର ଶିକ୍ଷା ଦେଇଛି। ମହିଳା, ଦଳିତ ଓ ଆଦିବାସୀଙ୍କ ରାଜନୈତିକ ଅଂଶଗ୍ରହଣ ବୃଦ୍ଧି ପାଇବା ଏକ ଶୁଭ ସଙ୍କେତ। ସମସ୍ତଙ୍କ ସହଭାଗିତାରେ ହିଁ ଗଣତନ୍ତ୍ର ଦ୍ୱାରା ବିକଶିତ ଭାରତର ନିର୍ମାଣ ସମ୍ଭବ ହେବ। xyxy=(973,128,1509,285)
feature-author-name: ଡ. ଛାୟାକାନ୍ତ ଷଡ଼ଙ୍ଗୀ xyxy=(40,938,104,965)
letters-headline: ବେଦ ପୂଜାରେ ଅସହଯୋଗ ଦୁର୍ଭାଗ୍ୟଜନକ xyxy=(764,2136,1119,2162)
article-moral-values-headline: ନୈତିକ ମୂଲ୍ୟବୋଧ ଓ ଧର୍ମ xyxy=(20,657,604,722)
chetana-label: ଚେତନା xyxy=(69,1994,111,2012)
paragraph: ମଣିଷ ସମାଜର ଶ୍ରେଷ୍ଠ ଜୀବ। କିନ୍ତୁ ତାକୁ ପ୍ରକୃତ ମଣିଷ କରିଥାଏ ତାର ନୈତିକ ମୂଲ୍ୟବୋଧ। ସତ୍ୟ, ଅହିଂସା, କରୁଣା, କ୍ଷମା ଓ ସହିଷ୍ଣୁତା ଭଳି ଗୁଣ ମଣିଷକୁ ପଶୁତ୍ୱରୁ ଦେବତ୍ୱ ଆଡ଼କୁ ନେଇଯାଏ। ଧର୍ମର ପ୍ରକୃତ ଅର୍ଥ କେବଳ ପୂଜାପାଠ ନୁହେଁ; କର୍ତ୍ତବ୍ୟ ପାଳନ, ସତ୍ୟର ଅନୁସରଣ ଓ ପରୋପକାର ହିଁ ଧର୍ମର ମୂଳ ଭିତ୍ତି। xyxy=(584,1007,792,1118)
editorial-sidebar xyxy=(20,79,185,617)
anniversary-subtext: YEARS xyxy=(29,46,59,54)
paragraph: ଆମ ଚିନ୍ତନ ଯେମିତି, ଆମ ଜୀବନ ସେମିତି। ସକାରାତ୍ମକ ଚିନ୍ତା ଜୀବନରେ ଆଶା ଓ ଉତ୍ସାହ ଭରିଦିଏ, ନକାରାତ୍ମକ ଚିନ୍ତା ଦୁଃଖ ଓ ହତାଶା ଆଣିଦିଏ। ତେଣୁ ପ୍ରତିଦିନ କିଛି ସମୟ ଧ୍ୟାନ ଓ ସ୍ୱାଧ୍ୟାୟରେ କଟାଇଲେ ମନ ଶୁଦ୍ଧ ହୁଏ। xyxy=(174,1835,314,1960)
article-inner-peace-headline: ଅନ୍ତଃକରଣରେ ପରମ ଶାନ୍ତି xyxy=(631,1503,943,1533)
contact-label: ମତାମତ ଓ ଲେଖା ପଠାଇବା ଇ-ମେଲ: xyxy=(35,505,158,516)
paragraph: ସର୍ବୋପରି, ଗଣତନ୍ତ୍ର କେବଳ ଏକ ଶାସନ ପ୍ରଣାଳୀ ନୁହେଁ, ଏହା ଏକ ଜୀବନ ଦର୍ଶନ। ସହିଷ୍ଣୁତା, ସମ୍ମାନ ଓ ସହଯୋଗର ଭାବନା ହିଁ ଗଣତନ୍ତ୍ରର ପ୍ରାଣ। ଏହି ମୂଲ୍ୟବୋଧକୁ ଆପଣାଇଲେ ହିଁ ଗଣତନ୍ତ୍ର ଦ୍ୱାରା ବିକଶିତ ଭାରତର ଲକ୍ଷ୍ୟ ହାସଲ ହୋଇପାରିବ। xyxy=(1249,200,1509,278)
article-democracy xyxy=(197,79,1509,617)
paragraph: ଏକ ଦେଶ ଏକ ନିର୍ବାଚନ ଓ ସମାନ ନାଗରିକ ସଂହିତା ପ୍ରସଙ୍ଗ ପୁଣିଥରେ ଚର୍ଚ୍ଚାକୁ ଆସିଲା। ଏ ନେଇ ରାଜନୈତିକ ମହଲରେ ବିଭିନ୍ନ ପ୍ରତିକ୍ରିୟା ଦେଖିବାକୁ ମିଳିଛି। xyxy=(1260,823,1509,1440)
panchang-box xyxy=(20,357,174,496)
aam-body-top xyxy=(20,1563,160,1945)
paragraph: ସବୁଠାରୁ ଗୁରୁତ୍ୱପୂର୍ଣ୍ଣ କଥା ହେଲା, ଲାଲକିଲ୍ଲାର ଏହି ବାର୍ତ୍ତା କେବଳ ଭାଷଣରେ ସୀମିତ ନ ରହି କାର୍ଯ୍ୟରେ ପରିଣତ ହେବା ଆବଶ୍ୟକ। ଦେଶବାସୀ ଆଶା କରନ୍ତି, ଆଗାମୀ ଦିନରେ ଏହି ସଂକଳ୍ପଗୁଡ଼ିକ ସାକାର ହେବ ଏବଂ ବିକଶିତ ଭାରତର ସ୍ୱପ୍ନ ବାସ୍ତବ ରୂପ ନେବ। xyxy=(1392,1267,1509,1424)
paragraph: ଭାରତର ୭୮ତମ ସ୍ୱାଧୀନତା ଦିବସ ଏଥର ଦେଶଜୁଡ଼ିକ ମହାସମାରୋହରେ ପାଳିତ ହୋଇଯାଇଛି। ୧୯୪୭ ମସିହାରେ ଦୀର୍ଘ ସଂଗ୍ରାମ ପରେ ମିଳିଥିବା ସ୍ୱାଧୀନତା ଆଜି ଏକ ସୁଦୃଢ଼ ଗଣତାନ୍ତ୍ରିକ ବ୍ୟବସ୍ଥାରେ ପରିଣତ ହୋଇଛି। ବିଶ୍ୱର ସର୍ବବୃହତ ଗଣତନ୍ତ୍ର ଭାବରେ ଭାରତ ଆଜି ସମଗ୍ର ମାନବ ସମାଜ ପାଇଁ ଏକ ଉଦାହରଣ ସୃଷ୍ଟି କରିଛି। ଗଣତନ୍ତ୍ରର ମୂଳମନ୍ତ୍ର ହେଉଛି ଲୋକଙ୍କ ଦ୍ୱାରା, ଲୋକଙ୍କ ପାଇଁ ଓ ଲୋକଙ୍କର ଶାସନ। xyxy=(197,81,433,208)
paragraph: ସମାଜର ପ୍ରତ୍ୟେକ ସ୍ତରରେ — ରାଜନୀତି, ପ୍ରଶାସନ, ବ୍ୟବସାୟ, ଶିକ୍ଷା — ନୈତିକତାର ପୁନଃପ୍ରତିଷ୍ଠା ଆଜିର ସବୁଠାରୁ ବଡ଼ ଆବଶ୍ୟକତା। ଧର୍ମକୁ ସଂକୀର୍ଣ୍ଣ ଦୃଷ୍ଟିରେ ନ ଦେଖି ମାନବ ଧର୍ମର ବ୍ୟାପକ ଅର୍ଥରେ ଗ୍ରହଣ କଲେ ହିଁ ବିଶ୍ୱରେ ଶାନ୍ତି ସମ୍ଭବ। ନୈତିକ ମୂଲ୍ୟବୋଧ ଓ ଧର୍ମର ସମନ୍ୱୟରେ ହିଁ ମାନବ ଜୀବନ ସାର୍ଥକ ହୁଏ। xyxy=(1029,1070,1237,1181)
paragraph: ବିଜ୍ଞାନ ଓ ପ୍ରଯୁକ୍ତିର ଅଗ୍ରଗତି ସହିତ ମଣିଷର ଭୌତିକ ସୁଖ ବଢ଼ିଛି ସତ, କିନ୍ତୁ ମାନସିକ ଶାନ୍ତି କମିଯାଇଛି। ଏହାର ମୂଳ କାରଣ ହେଉଛି ନୈତିକ ମୂଲ୍ୟବୋଧର ଅଭାବ। ଧନ ଅର୍ଜନର ଦୌଡ଼ରେ ମଣିଷ ନିଜ ଅନ୍ତରାତ୍ମାର ସ୍ୱରକୁ ଶୁଣିବାକୁ ଭୁଲିଯାଇଛି। xyxy=(361,819,792,1181)
letters-ribbon-label: ପାଠକଙ୍କ ପତ୍ର xyxy=(344,2206,357,2287)
paragraph: କ୍ଷମା ଓ କରୁଣା ଅନ୍ତଃକରଣକୁ ନିର୍ମଳ କରେ। ଅନ୍ୟ ପ୍ରତି ଘୃଣା ଓ ଈର୍ଷା ରଖିଲେ ନିଜ ମନ ହିଁ ଜଳେ। ତେଣୁ ସମସ୍ତଙ୍କୁ ଭଲ ପାଇବା ଶିଖିଲେ ମନ ଆପେ ଶାନ୍ତ ହୁଏ। xyxy=(565,1731,780,1792)
red-fort-author-block xyxy=(1412,685,1509,816)
editorial-box xyxy=(20,141,174,231)
pebbles-photo xyxy=(989,639,1237,810)
paragraph: ଇଚ୍ଛା ଓ ଲୋଭର ନିୟନ୍ତ୍ରଣ ହିଁ ଶାନ୍ତିର ପ୍ରଥମ ସୋପାନ। ଯାହାର ଇଚ୍ଛା ଯେତେ କମ୍, ସେ ସେତେ ସୁଖୀ। ସନ୍ତୋଷ ହିଁ ସବୁଠାରୁ ବଡ଼ ଧନ ବୋଲି ଶାସ୍ତ୍ର କହେ। xyxy=(795,1684,1009,1746)
paragraph: ଧ୍ୟାନ ଓ ପ୍ରାର୍ଥନା ମନକୁ ଶାନ୍ତ ଓ ସ୍ଥିର କରିଥାଏ। ପ୍ରତିଦିନ ସକାଳେ କିଛି ସମୟ ନୀରବରେ ବସି ନିଜ ନିଶ୍ୱାସ ଉପରେ ଧ୍ୟାନ ଦେଲେ ମାନସିକ ଚାପ କମିଯାଏ ଏବଂ ଅନ୍ତର ଆଲୋକିତ ହୁଏ। xyxy=(565,1585,780,1647)
aam-chintan-headline: ଆମ୍ ଚିନ୍ତନ xyxy=(20,1502,141,1538)
quote-text: ମୁକ୍ତିଯୋଗ କେତେବେଳେ ସଫଳ ହୁଏ? ଯେତେବେଳେ ସାଧକ ନିଜ ଭିତରର ଭୟ, ହିଂସା ଓ ଲୋଭକୁ ଜୟ କରେ; ସତ୍ୟ ଓ ଅହିଂସା ହିଁ ଜୀବନର ପ୍ରକୃତ ବଳ, ତାହାକୁ କେହି ଜିଣିପାରିବେ ନାହିଁ। xyxy=(75,242,173,332)
quote-box xyxy=(20,241,174,348)
pen-nib-icon xyxy=(80,153,114,186)
paragraph: ଶିକ୍ଷା ବ୍ୟବସ୍ଥାରେ ମୂଲ୍ୟବୋଧ ଶିକ୍ଷାକୁ ଅଗ୍ରାଧିକାର ଦିଆଯିବା ଆବଶ୍ୟକ। କେବଳ ପାଠ୍ୟପୁସ୍ତକର ଜ୍ଞାନ ନୁହେଁ, ଚରିତ୍ର ଗଠନ ହିଁ ଶିକ୍ଷାର ମୂଳ ଲକ୍ଷ୍ୟ ହେବା ଉଚିତ। ଶିକ୍ଷକମାନେ ନିଜ ଆଚରଣ ଦ୍ୱାରା ଛାତ୍ରଛାତ୍ରୀଙ୍କ ଆଗରେ ଆଦର୍ଶ ଉପସ୍ଥାପନ କରିବା ଜରୁରୀ। xyxy=(361,941,569,1036)
article-red-fort xyxy=(1249,628,1509,2126)
letters-section xyxy=(337,2126,1509,2357)
inner-peace-author-block xyxy=(337,1544,435,1672)
inner-peace-author-photo xyxy=(338,1544,434,1653)
inner-peace-author-phone: ମୋ: ୯୩୩୭୦୩୪୫୭୭ xyxy=(1023,1798,1120,1810)
paragraph: ସେବା ହିଁ ପରମ ଧର୍ମ। ଅନ୍ୟର ଦୁଃଖରେ ସମବେଦନା ପ୍ରକଟ କରିବା ଓ ସାଧ୍ୟମତେ ସାହାଯ୍ୟ କରିବା ମଣିଷର ପ୍ରଥମ କର୍ତ୍ତବ୍ୟ। ଯିଏ ଅନ୍ୟକୁ ସୁଖ ଦିଏ, ସେ ନିଜେ ସୁଖ ପାଏ। xyxy=(20,1851,160,1943)
paragraph: ଧର୍ମ ଓ ନୈତିକତା ପରସ୍ପରର ପରିପୂରକ। ଗୀତା, ରାମାୟଣ, ମହାଭାରତ, ବାଇବେଲ, କୋରାନ — ସବୁ ଧର୍ମଗ୍ରନ୍ଥ ମଣିଷକୁ ସତ୍ୟ ଓ ନ୍ୟାୟର ପଥରେ ଚାଲିବାକୁ ଶିକ୍ଷା ଦିଏ। କିନ୍ତୁ ଧର୍ମର ନାଁରେ ହିଂସା ଓ ବିଦ୍ୱେଷ ବଢ଼ାଇବା ଧର୍ମର ଅପମାନ। ପ୍ରକୃତ ଧାର୍ମିକ ବ୍ୟକ୍ତି କେବେ ଅନ୍ୟକୁ ଘୃଣା କରିପାରେ ନାହିଁ। xyxy=(361,819,569,930)
red-fort-author-phone: ମୋ: ୯୮୬୧୨୮୫୬୭୩ xyxy=(1260,2108,1347,2120)
paragraph: ସରକାର ତଥା ସଂସ୍କୃତି ବିଭାଗ ଏ ଦିଗରେ ଦୃଷ୍ଟି ଦେଇ ବେଦ ଶିକ୍ଷା ଓ ବୈଦିକ କର୍ମକାଣ୍ଡର ସଂରକ୍ଷଣ ପାଇଁ ଠୋସ୍ ପଦକ୍ଷେପ ନିଅନ୍ତୁ ବୋଲି ଜନସାଧାରଣଙ୍କ ଦାବି। xyxy=(1063,2171,1280,2214)
